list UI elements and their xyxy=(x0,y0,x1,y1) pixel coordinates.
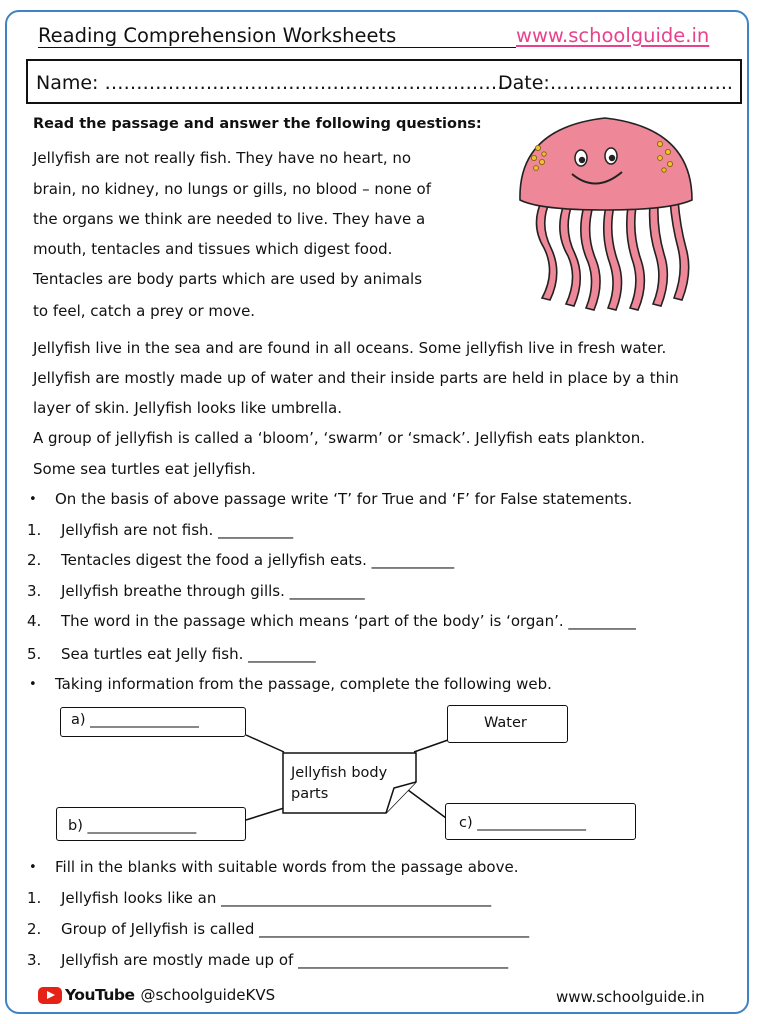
question-number: 4. xyxy=(27,612,42,630)
bullet-icon: • xyxy=(29,492,37,507)
true-false-question[interactable]: Jellyfish breathe through gills. __________ xyxy=(61,582,365,600)
passage-line: Some sea turtles eat jellyfish. xyxy=(33,460,256,478)
youtube-icon xyxy=(38,987,62,1004)
passage-line: mouth, tentacles and tissues which digest food. xyxy=(33,240,393,258)
passage-line: A group of jellyfish is called a ‘bloom’, ‘swarm’ or ‘smack’. Jellyfish eats plankton. xyxy=(33,429,645,447)
passage-line: Jellyfish are not really fish. They have no heart, no xyxy=(33,149,412,167)
web-box-c[interactable]: c) _______________ xyxy=(445,803,636,840)
passage-line: Jellyfish are mostly made up of water and their inside parts are held in place by a thin xyxy=(33,369,679,387)
question-number: 3. xyxy=(27,582,42,600)
instructions-heading: Read the passage and answer the following questions: xyxy=(33,116,482,132)
true-false-instruction: On the basis of above passage write ‘T’ for True and ‘F’ for False statements. xyxy=(55,490,633,508)
passage-line: brain, no kidney, no lungs or gills, no blood – none of xyxy=(33,180,431,198)
jellyfish-illustration xyxy=(510,108,700,318)
bullet-icon: • xyxy=(29,677,37,692)
youtube-handle[interactable]: @schoolguideKVS xyxy=(140,986,276,1004)
question-number: 5. xyxy=(27,645,42,663)
fill-blanks-instruction: Fill in the blanks with suitable words from the passage above. xyxy=(55,858,519,876)
true-false-question[interactable]: The word in the passage which means ‘part of the body’ is ‘organ’. _________ xyxy=(61,612,636,630)
true-false-question[interactable]: Jellyfish are not fish. __________ xyxy=(61,521,294,539)
footer-website-link[interactable]: www.schoolguide.in xyxy=(556,988,705,1006)
question-number: 1. xyxy=(27,889,42,907)
fill-blank-question[interactable]: Jellyfish looks like an ____________________________________ xyxy=(61,889,492,907)
question-number: 1. xyxy=(27,521,42,539)
fill-blank-question[interactable]: Group of Jellyfish is called ____________________________________ xyxy=(61,920,530,938)
worksheet-title: Reading Comprehension Worksheets xyxy=(38,24,397,47)
question-number: 2. xyxy=(27,920,42,938)
footer-youtube[interactable] xyxy=(38,986,275,1004)
true-false-question[interactable]: Tentacles digest the food a jellyfish eats. ___________ xyxy=(61,551,455,569)
passage-line: Jellyfish live in the sea and are found in all oceans. Some jellyfish live in fresh water. xyxy=(33,339,667,357)
passage-line: Tentacles are body parts which are used by animals xyxy=(33,270,423,288)
web-center-box-shape xyxy=(282,752,418,814)
header-rule xyxy=(38,47,516,48)
date-field-label[interactable]: Date:……………………….. xyxy=(498,72,733,94)
web-box-b[interactable]: b) _______________ xyxy=(56,807,246,841)
passage-line: to feel, catch a prey or move. xyxy=(33,302,256,320)
passage-line: layer of skin. Jellyfish looks like umbrella. xyxy=(33,399,343,417)
question-number: 2. xyxy=(27,551,42,569)
web-center-label: Jellyfish body xyxy=(291,765,388,781)
web-instruction: Taking information from the passage, complete the following web. xyxy=(55,675,552,693)
passage-line: the organs we think are needed to live. They have a xyxy=(33,210,426,228)
web-box-a[interactable]: a) _______________ xyxy=(60,707,246,737)
youtube-wordmark: YouTube xyxy=(65,986,135,1004)
bullet-icon: • xyxy=(29,860,37,875)
name-field-label[interactable]: Name: ………………………………………………………. xyxy=(36,72,510,94)
true-false-question[interactable]: Sea turtles eat Jelly fish. _________ xyxy=(61,645,316,663)
header-website-link[interactable]: www.schoolguide.in xyxy=(516,24,710,47)
fill-blank-question[interactable]: Jellyfish are mostly made up of ____________________________ xyxy=(61,951,509,969)
web-center-label: parts xyxy=(291,786,329,802)
web-box-water: Water xyxy=(447,705,568,743)
question-number: 3. xyxy=(27,951,42,969)
